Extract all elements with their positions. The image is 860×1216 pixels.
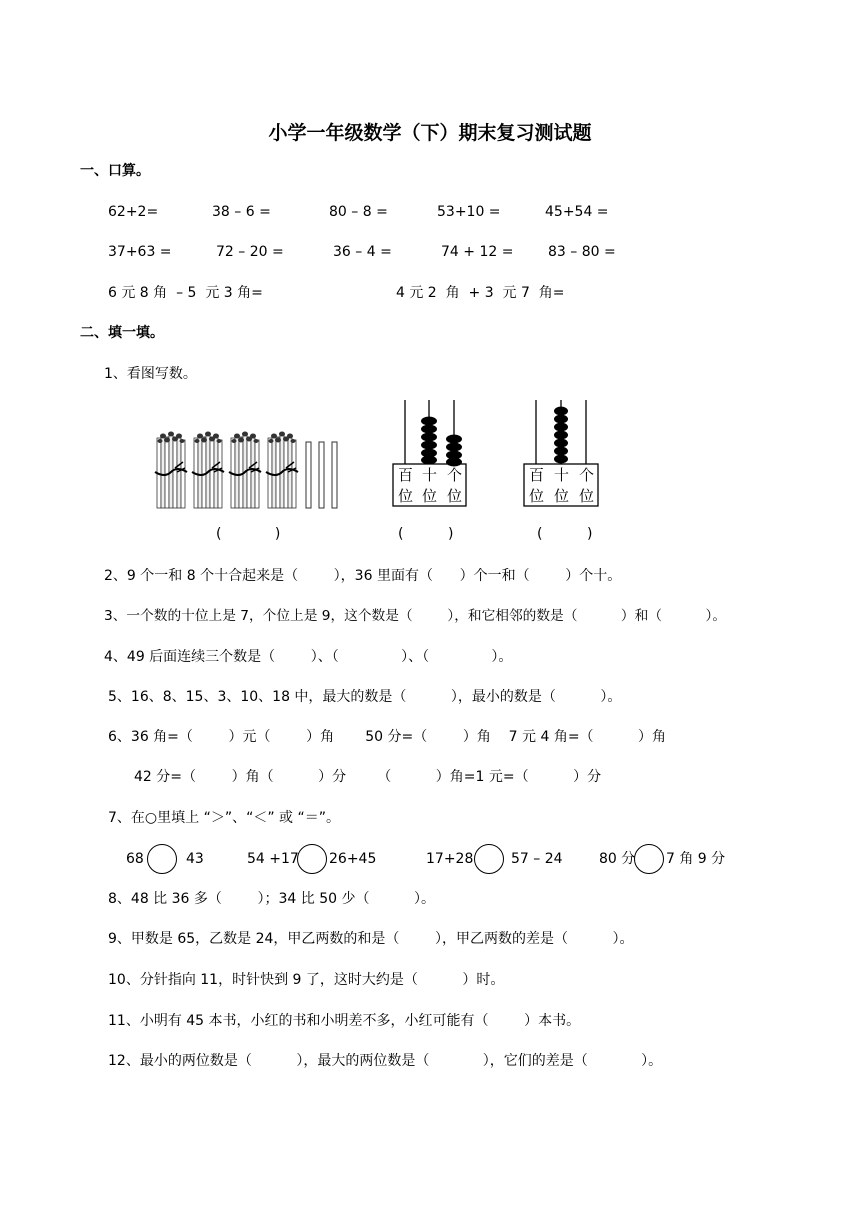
compare-right: 26+45	[329, 851, 377, 867]
question-7: 7、在○里填上 “＞”、“＜” 或 “＝”。	[108, 810, 340, 826]
question-2: 2、9 个一和 8 个十合起来是（ ），36 里面有（ ）个一和（ ）个十。	[104, 568, 622, 584]
arith-item: 38 – 6 =	[212, 204, 271, 220]
abacus-label: 百	[529, 466, 545, 484]
compare-circle[interactable]	[147, 844, 177, 874]
arith-item: 62+2=	[108, 204, 159, 220]
question-12: 12、最小的两位数是（ ），最大的两位数是（ ），它们的差是（ ）。	[108, 1053, 663, 1069]
abacus-label: 十	[422, 466, 438, 484]
money-item: 6 元 8 角 – 5 元 3 角=	[108, 285, 263, 301]
arith-item: 36 – 4 =	[333, 244, 392, 260]
compare-circle[interactable]	[634, 844, 664, 874]
compare-left: 80 分	[599, 851, 636, 867]
question-10: 10、分针指向 11，时针快到 9 了，这时大约是（ ）时。	[108, 972, 505, 988]
question-4: 4、49 后面连续三个数是（ ）、（ ）、（ ）。	[104, 649, 513, 665]
question-9: 9、甲数是 65，乙数是 24，甲乙两数的和是（ ），甲乙两数的差是（ ）。	[108, 931, 634, 947]
section-heading-1: 一、口算。	[80, 163, 150, 179]
abacus-label: 位	[447, 487, 463, 505]
question-6b: 42 分=（ ）角（ ）分 （ ）角=1 元=（ ）分	[134, 769, 602, 785]
question-3: 3、一个数的十位上是 7，个位上是 9，这个数是（ ），和它相邻的数是（ ）和（ ）。	[104, 608, 727, 624]
arith-item: 45+54 =	[545, 204, 609, 220]
money-item: 4 元 2 角 + 3 元 7 角=	[396, 285, 565, 301]
question-5: 5、16、8、15、3、10、18 中，最大的数是（ ），最小的数是（ ）。	[108, 689, 622, 705]
question-11: 11、小明有 45 本书，小红的书和小明差不多，小红可能有（ ）本书。	[108, 1013, 581, 1029]
abacus-label: 位	[554, 487, 570, 505]
compare-left: 17+28	[426, 851, 474, 867]
arith-item: 83 – 80 =	[548, 244, 616, 260]
abacus-label: 个	[447, 466, 463, 484]
compare-right: 7 角 9 分	[666, 851, 726, 867]
abacus-label: 位	[398, 487, 414, 505]
arith-item: 72 – 20 =	[216, 244, 284, 260]
abacus-label: 位	[579, 487, 595, 505]
stick-bundles-image	[155, 428, 345, 512]
section-heading-2: 二、填一填。	[80, 325, 164, 341]
question-8: 8、48 比 36 多（ ）；34 比 50 少（ ）。	[108, 891, 435, 907]
abacus-label: 个	[579, 466, 595, 484]
page-title: 小学一年级数学（下）期末复习测试题	[268, 122, 592, 144]
question-1: 1、看图写数。	[104, 366, 197, 382]
compare-left: 68	[126, 851, 144, 867]
compare-right: 43	[186, 851, 204, 867]
compare-left: 54 +17	[247, 851, 299, 867]
answer-blank[interactable]: ( )	[398, 526, 454, 542]
compare-circle[interactable]	[474, 844, 504, 874]
compare-circle[interactable]	[297, 844, 327, 874]
answer-blank[interactable]: ( )	[216, 526, 281, 542]
compare-right: 57 – 24	[511, 851, 563, 867]
arith-item: 80 – 8 =	[329, 204, 388, 220]
abacus-label: 位	[422, 487, 438, 505]
arith-item: 53+10 =	[437, 204, 501, 220]
answer-blank[interactable]: ( )	[537, 526, 593, 542]
abacus-label: 十	[554, 466, 570, 484]
abacus-label: 百	[398, 466, 414, 484]
arith-item: 74 + 12 =	[441, 244, 514, 260]
arith-item: 37+63 =	[108, 244, 172, 260]
question-6a: 6、36 角=（ ）元（ ）角 50 分=（ ）角 7 元 4 角=（ ）角	[108, 729, 667, 745]
abacus-label: 位	[529, 487, 545, 505]
